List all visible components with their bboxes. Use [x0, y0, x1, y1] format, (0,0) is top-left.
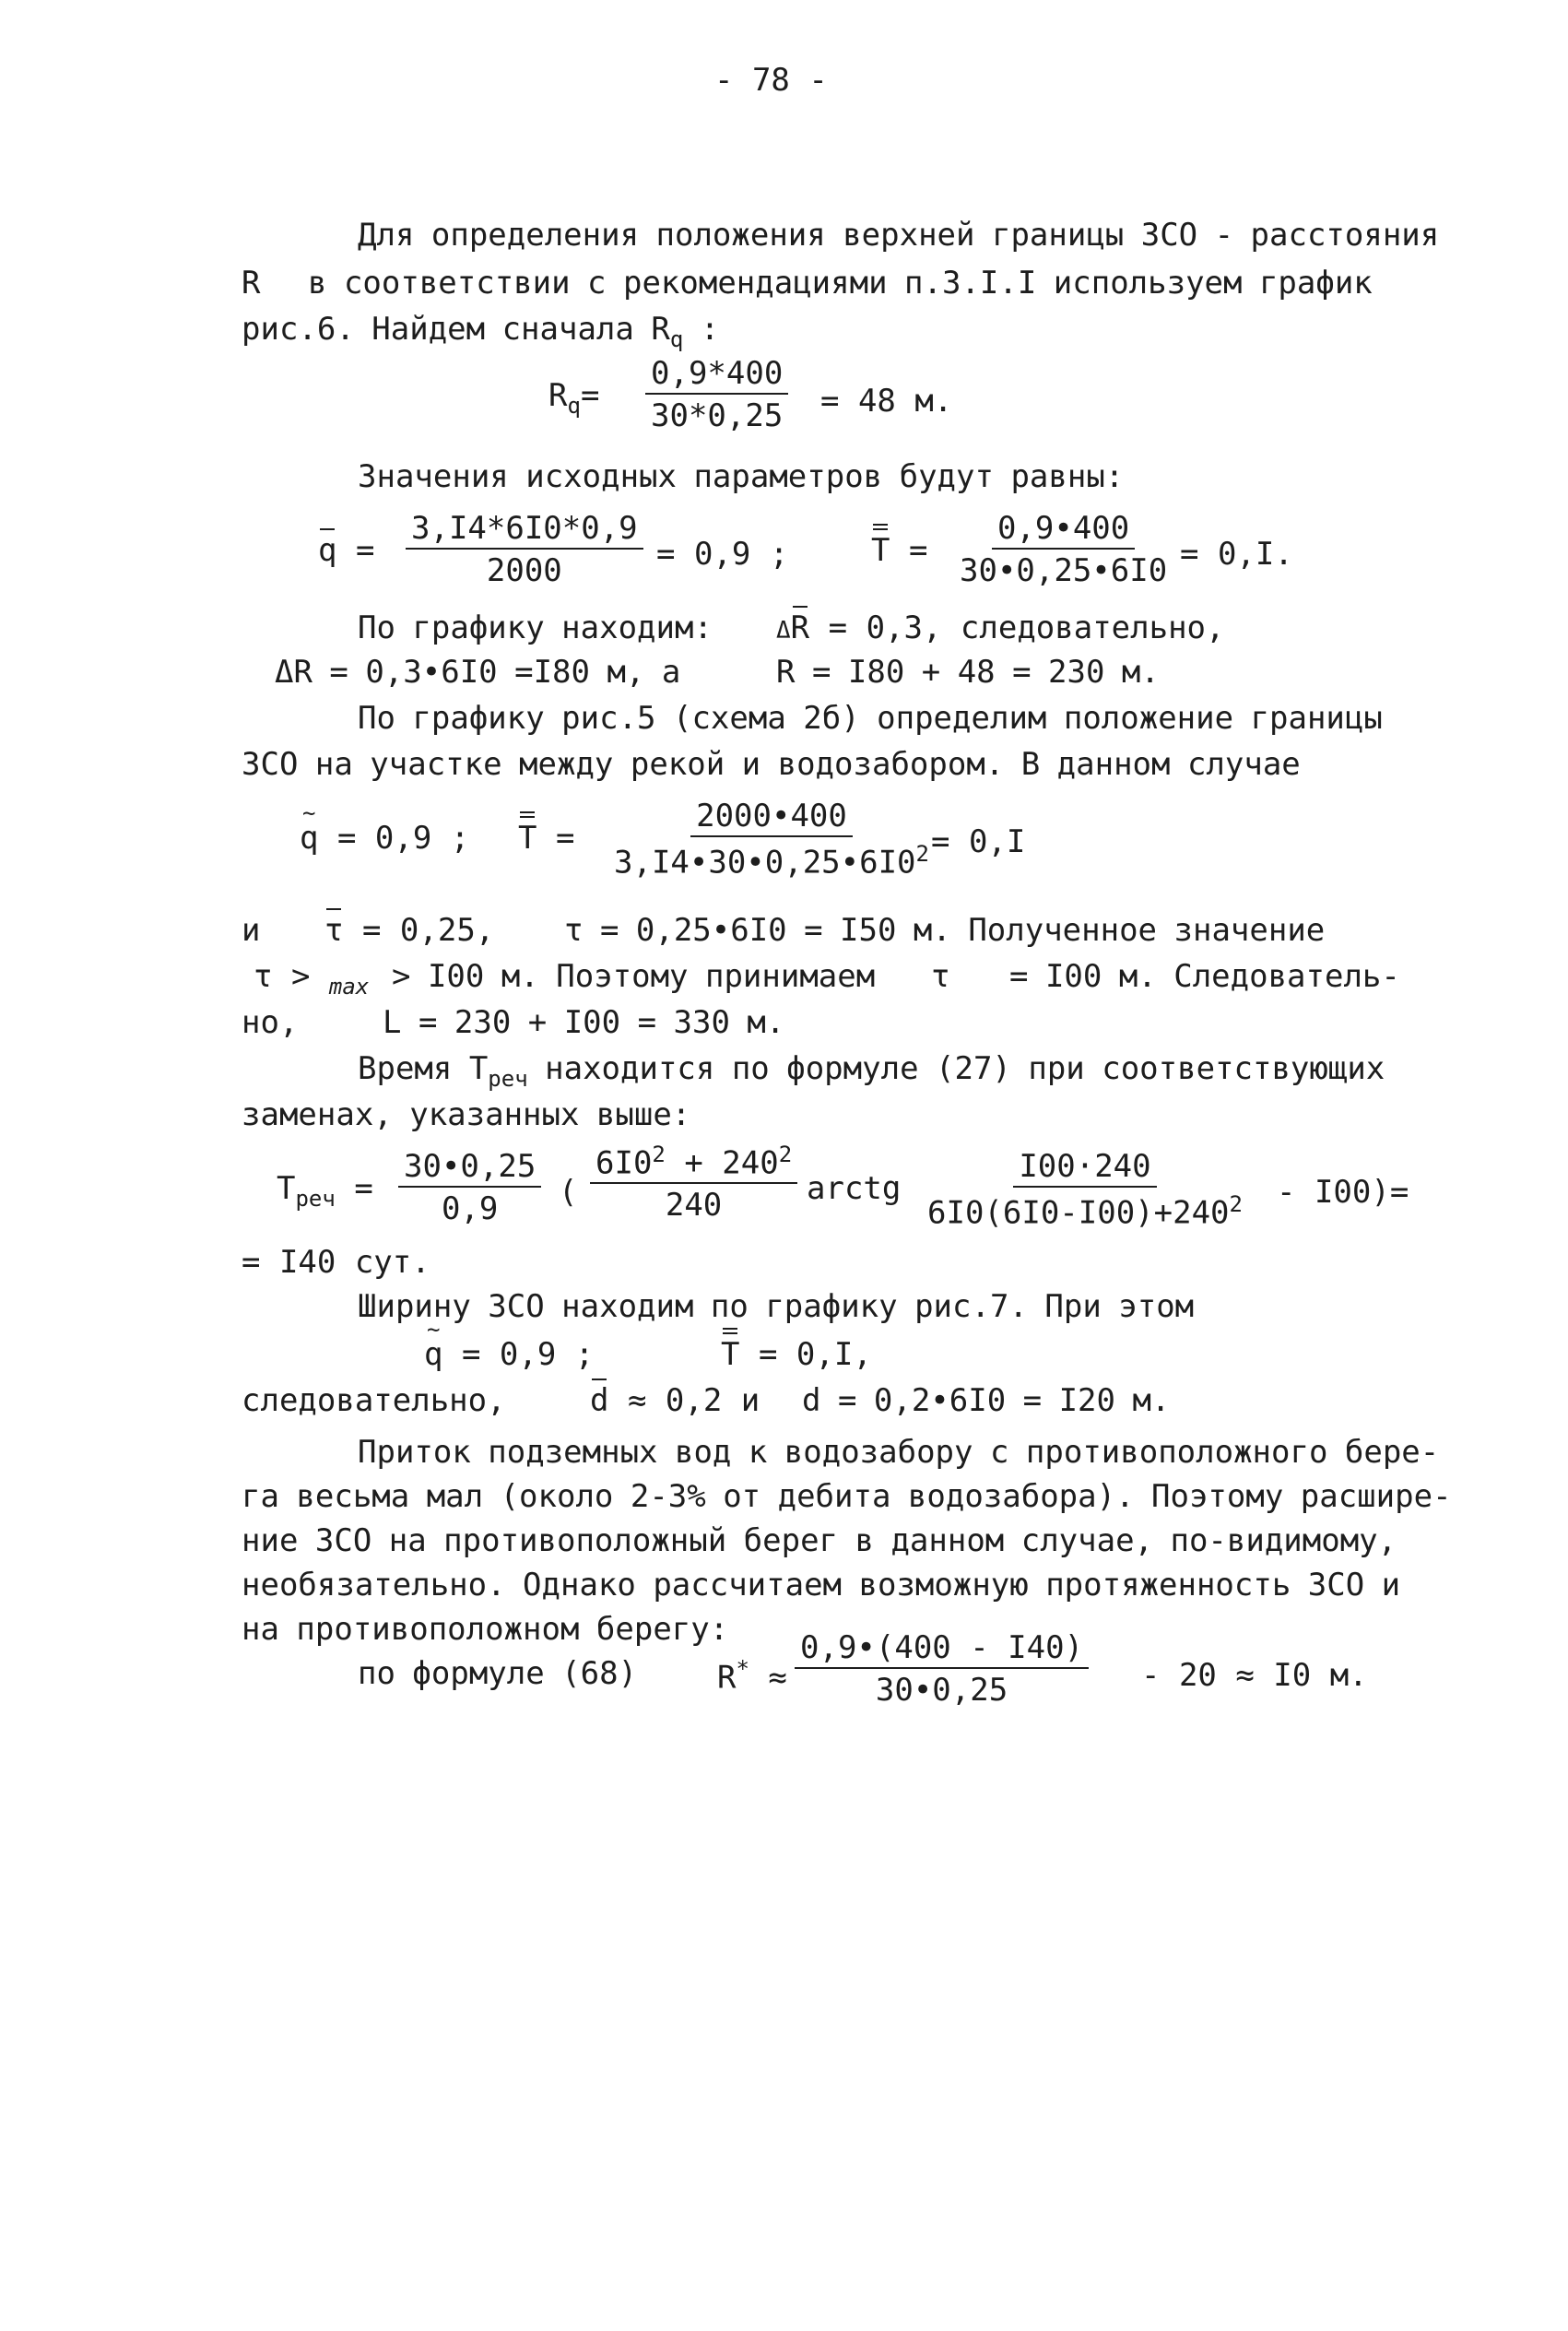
para4-line2: заменах, указанных выше:: [242, 1096, 691, 1133]
eq-t-result: = 0,I.: [1180, 536, 1293, 573]
eq6-text: следовательно,: [242, 1382, 506, 1419]
para3-line2-rest: = I00 м. Следователь-: [1009, 958, 1400, 995]
eq-trech-f1-numerator: 30•0,25: [398, 1151, 541, 1188]
eq-q-fraction: [406, 510, 643, 589]
para3-line2-tau-max: τ > $_{max}$: [253, 958, 370, 1000]
eq-q-denominator: 2000: [486, 552, 562, 589]
eq-trech-f2-denominator: 240: [665, 1187, 723, 1225]
para1-line2-symbol: R: [242, 265, 261, 302]
eq2-q: ~ q = 0,9 ;: [300, 822, 469, 854]
eq-trech-result: = I40 сут.: [242, 1244, 430, 1281]
eq2-denominator: $3,I4•30•0,25•6I0^2$: [614, 841, 929, 882]
eq7-text: по формуле (68): [358, 1655, 638, 1692]
para6-line4: необязательно. Однако рассчитаем возможную протяженность ЗСО и: [242, 1567, 1401, 1603]
eq-t-numerator: 0,9•400: [992, 513, 1135, 550]
para3-line3-l: L = 230 + I00 = 330 м.: [383, 1004, 785, 1041]
eq-q-result: = 0,9 ;: [656, 536, 789, 573]
graph-line2-left: ΔR = 0,3•6I0 =I80 м, а: [275, 654, 681, 691]
eq-trech-fraction3: [922, 1148, 1248, 1232]
para2-line2: ЗСО на участке между рекой и водозабором. В данном случае: [242, 746, 1301, 783]
para1-line3: рис.6. Найдем сначала $R_q$ :: [242, 311, 720, 352]
eq-trech-f2-numerator: $6I0^2 + 240^2$: [590, 1143, 797, 1184]
para6-line5: на противоположном берегу:: [242, 1611, 729, 1648]
eq-trech-close: - I00)=: [1277, 1174, 1409, 1211]
para3-line3-start: но,: [242, 1004, 299, 1041]
para3-line2-mid: > I00 м. Поэтому принимаем: [392, 958, 876, 995]
graph-line2-right: R = I80 + 48 = 230 м.: [776, 654, 1160, 691]
eq-trech-f3-numerator: I00·240: [1013, 1151, 1156, 1188]
para3-line1-tau: τ = 0,25,: [324, 912, 495, 949]
eq2-t-lhs: T =: [518, 820, 575, 857]
eq2-numerator: 2000•400: [690, 800, 853, 837]
graph-line1-text: По графику находим:: [358, 609, 713, 646]
eq5-t: T = 0,I,: [721, 1336, 872, 1373]
para3-line1-rest: τ = 0,25•6I0 = I50 м. Полученное значение: [564, 912, 1326, 949]
para6-line3: ние ЗСО на противоположный берег в данном случае, по-видимому,: [242, 1522, 1397, 1559]
eq2-fraction: [608, 798, 935, 882]
eq2-result: = 0,I: [931, 823, 1026, 860]
para3-line2-tau: τ: [931, 958, 950, 995]
eq-rq-result: = 48 м.: [820, 383, 953, 420]
eq-trech-lhs: $Т_{реч}$ =: [277, 1170, 373, 1212]
eq7-denominator: 30•0,25: [875, 1672, 1008, 1709]
eq7-lhs: R* ≈: [717, 1656, 787, 1697]
eq-t-denominator: 30•0,25•6I0: [960, 552, 1168, 589]
para6-line1: Приток подземных вод к водозабору с противоположного бере-: [358, 1434, 1440, 1471]
eq6-d2: d = 0,2•6I0 = I20 м.: [802, 1382, 1171, 1419]
para1-line1: Для определения положения верхней границы ЗСО - расстояния: [358, 217, 1440, 254]
eq-trech-fraction1: [398, 1148, 541, 1227]
eq-t-lhs: T =: [871, 532, 928, 569]
para2-line1: По графику рис.5 (схема 2б) определим положение границы: [358, 700, 1383, 737]
eq6-d1: d ≈ 0,2 и: [590, 1382, 760, 1419]
eq-rq-numerator: 0,9*400: [645, 358, 788, 395]
page-number: - 78 -: [714, 62, 828, 99]
eq5-q: ~ q = 0,9 ;: [424, 1339, 594, 1370]
eq7-numerator: 0,9•(400 - I40): [795, 1632, 1089, 1669]
graph-line1-delta: ΔR = 0,3, следовательно,: [776, 609, 1225, 646]
eq-trech-f3-denominator: $6I0(6I0-I00)+240^2$: [927, 1191, 1243, 1232]
para4-line1: Время $Т_{реч}$ находится по формуле (27) при соответствующих: [358, 1050, 1385, 1092]
para1-line2: в соответствии с рекомендациями п.3.I.I используем график: [308, 265, 1373, 302]
eq7-result: - 20 ≈ I0 м.: [1141, 1657, 1368, 1694]
para6-line2: га весьма мал (около 2-3% от дебита водозабора). Поэтому расшире-: [242, 1478, 1452, 1515]
eq7-fraction: [795, 1629, 1089, 1709]
values-intro: Значения исходных параметров будут равны:: [358, 458, 1125, 495]
para3-line1-and: и: [242, 912, 261, 949]
para5-line1: Ширину ЗСО находим по графику рис.7. При этом: [358, 1288, 1195, 1325]
eq-q-numerator: 3,I4*6I0*0,9: [406, 513, 643, 550]
eq-trech-open-paren: (: [559, 1174, 578, 1211]
eq-trech-arctg: arctg: [807, 1170, 902, 1207]
eq-trech-f1-denominator: 0,9: [441, 1190, 499, 1227]
eq-trech-fraction2: [590, 1142, 797, 1225]
eq-rq-lhs: $R_q=$: [548, 377, 600, 419]
eq-rq-fraction: [645, 355, 788, 434]
eq-rq-denominator: 30*0,25: [651, 397, 784, 434]
eq-t-fraction: [954, 510, 1173, 589]
eq-q-lhs: q =: [318, 532, 375, 569]
